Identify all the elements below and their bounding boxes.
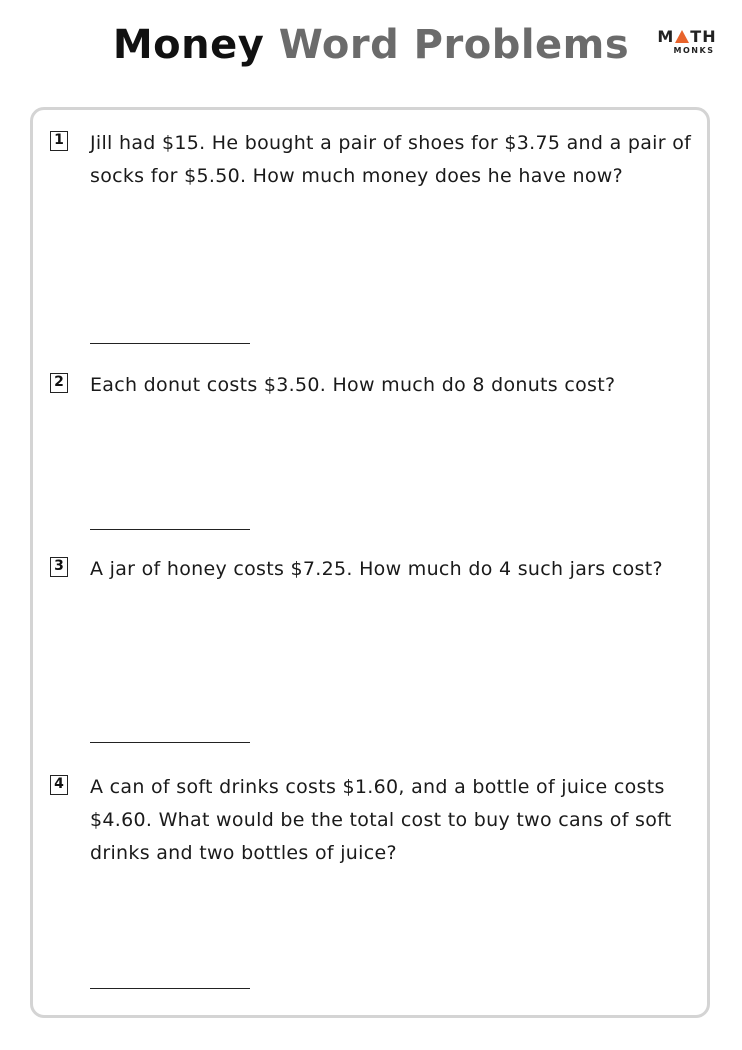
page-title bbox=[0, 22, 742, 68]
answer-line-2[interactable] bbox=[90, 529, 250, 530]
answer-line-1[interactable] bbox=[90, 343, 250, 344]
problem-number-box: 3 bbox=[50, 557, 68, 577]
answer-line-3[interactable] bbox=[90, 742, 250, 743]
title-part-word-problems: Word Problems bbox=[278, 22, 630, 68]
problem-text: Each donut costs $3.50. How much do 8 donuts cost? bbox=[90, 374, 616, 396]
problem-number-box: 2 bbox=[50, 373, 68, 393]
logo-subtext: MONKS bbox=[673, 46, 715, 55]
triangle-icon bbox=[675, 30, 689, 43]
problem-text: A can of soft drinks costs $1.60, and a bottle of juice costs $4.60. What would be the total cost to buy two cans of soft drinks and two bottles of juice? bbox=[90, 776, 672, 864]
answer-line-4[interactable] bbox=[90, 988, 250, 989]
logo-wordmark bbox=[652, 28, 722, 46]
math-monks-logo bbox=[652, 28, 722, 56]
problem-text: A jar of honey costs $7.25. How much do 4 such jars cost? bbox=[90, 558, 663, 580]
title-part-money: Money bbox=[112, 22, 265, 68]
problem-text: Jill had $15. He bought a pair of shoes for $3.75 and a pair of socks for $5.50. How much money does he have now? bbox=[90, 132, 692, 187]
problem-number-box: 1 bbox=[50, 131, 68, 151]
logo-letters-th: TH bbox=[690, 27, 717, 46]
logo-letter-m: M bbox=[657, 27, 675, 46]
problem-number-box: 4 bbox=[50, 775, 68, 795]
